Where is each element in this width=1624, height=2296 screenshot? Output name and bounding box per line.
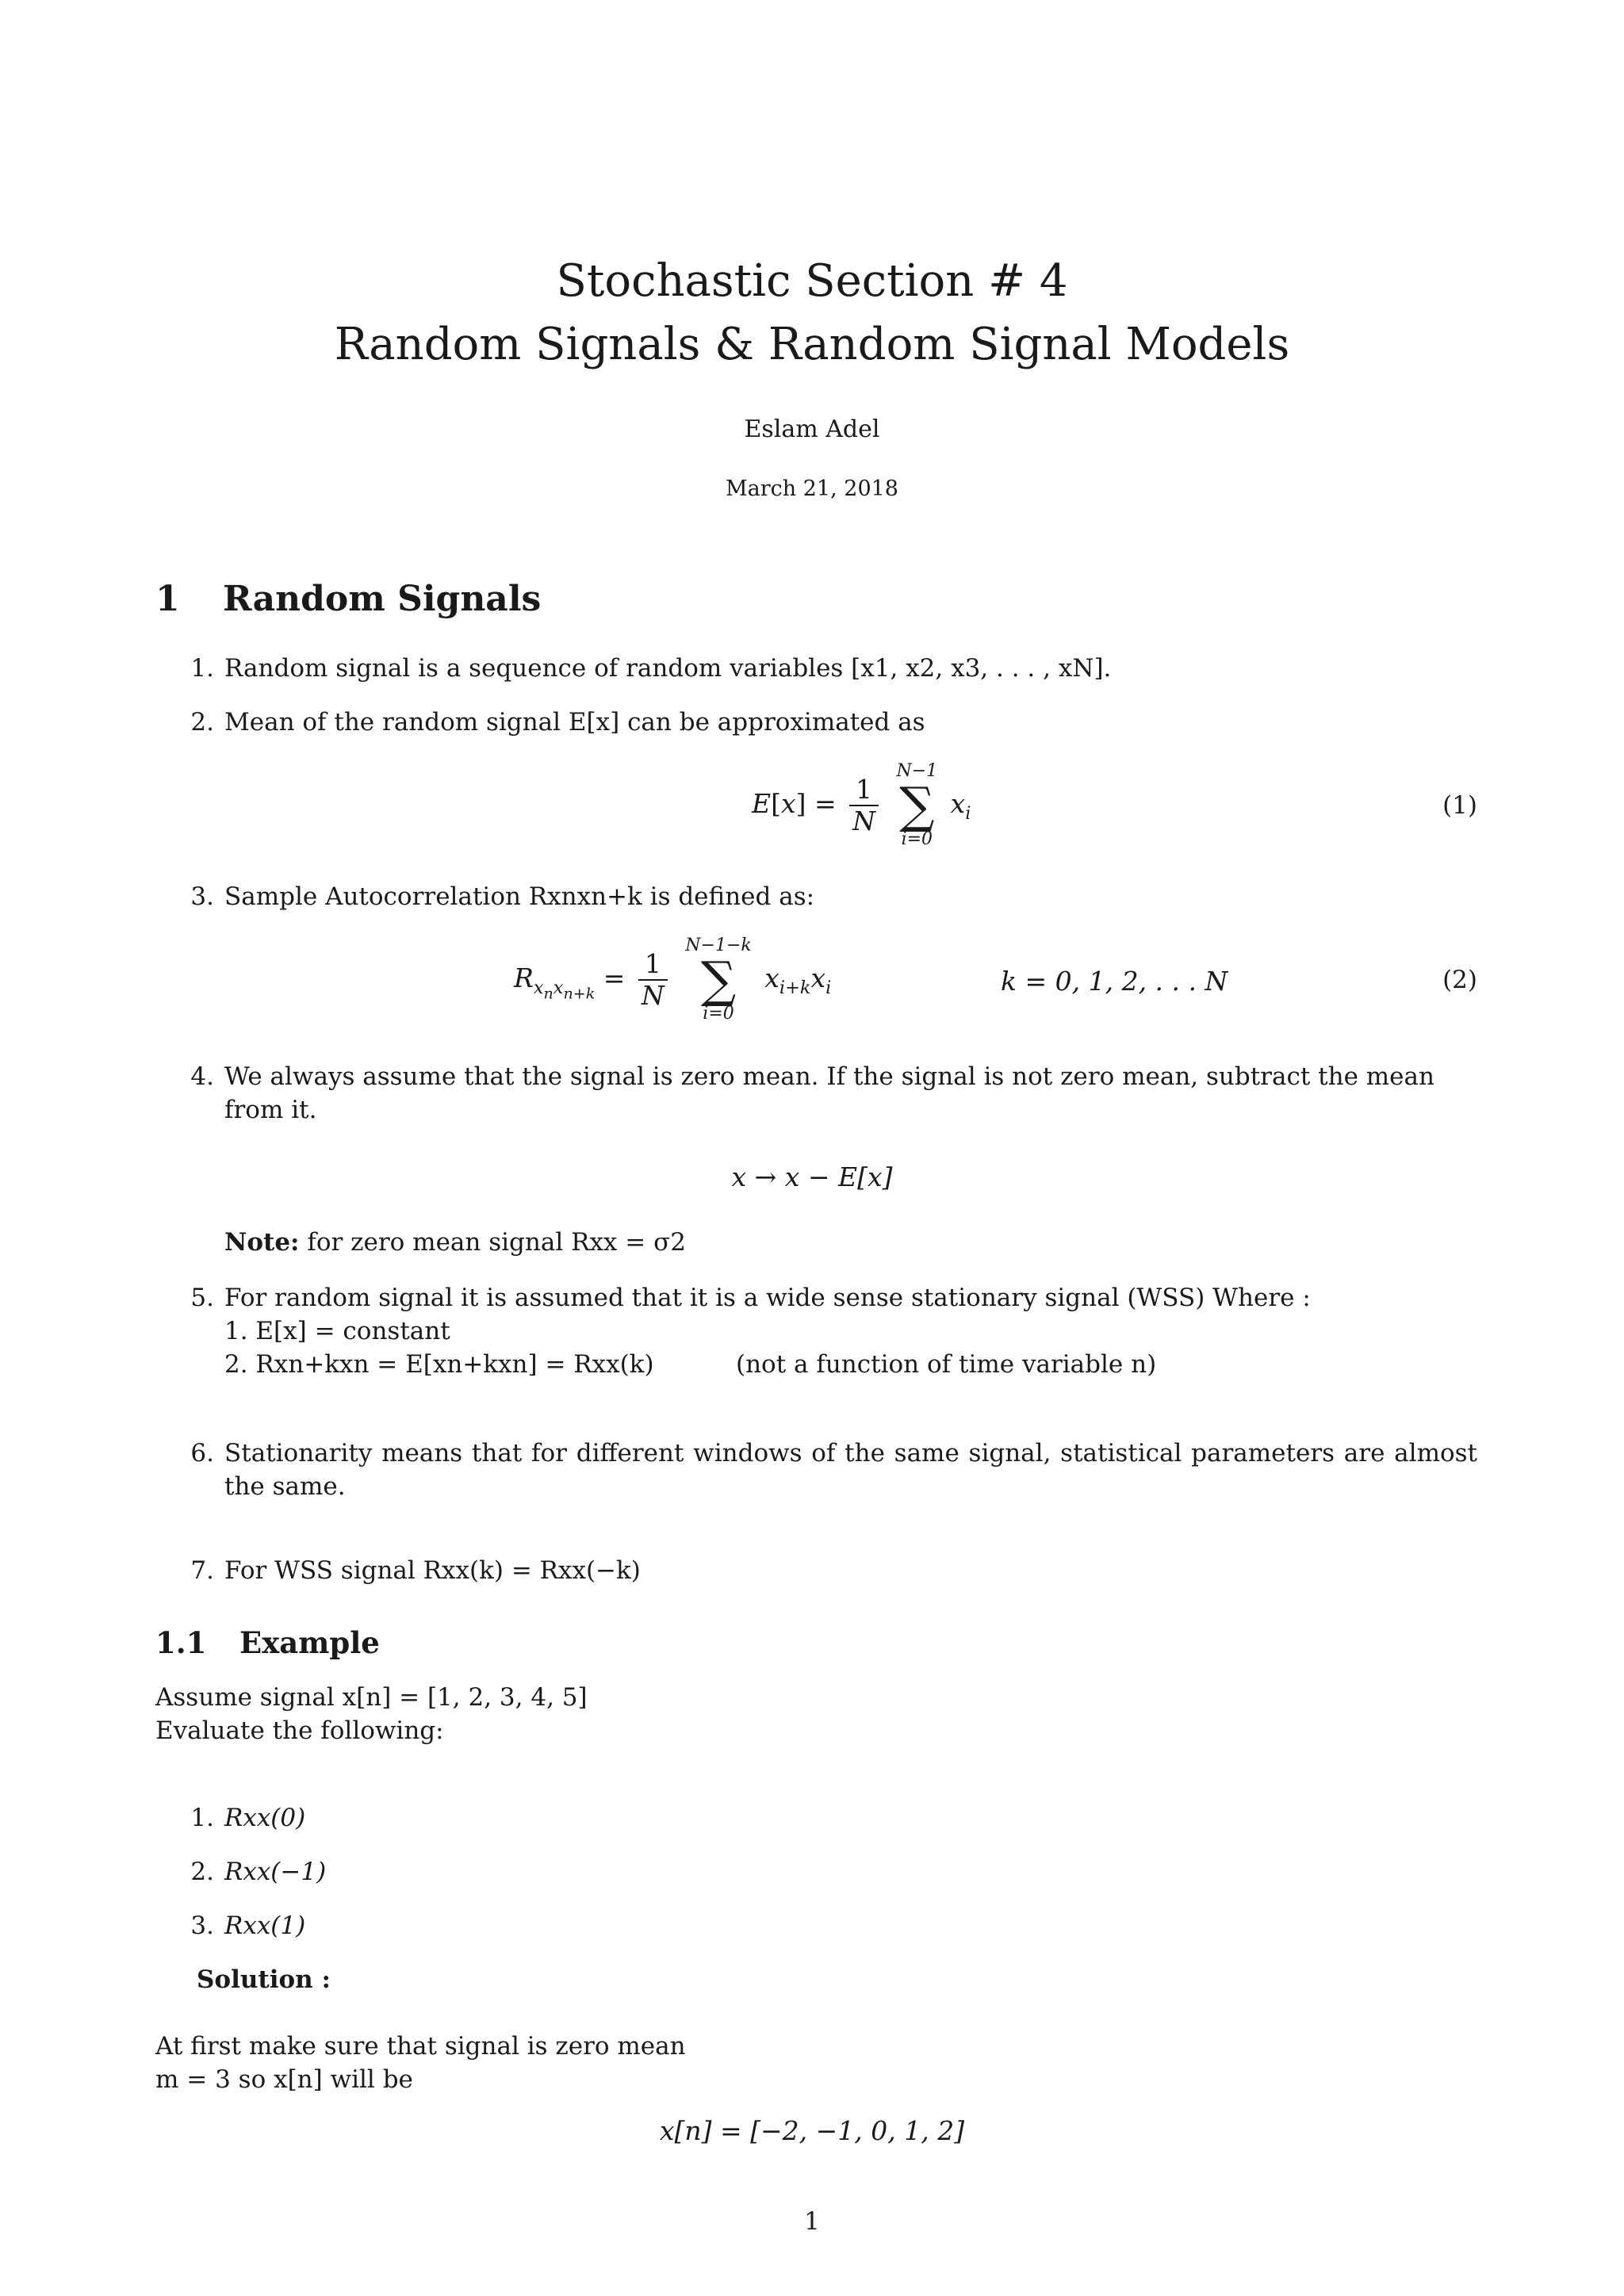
equation-number: (2) bbox=[1442, 966, 1477, 994]
example-assume: Assume signal x[n] = [1, 2, 3, 4, 5] bbox=[155, 1683, 588, 1712]
wss-condition-1: 1. E[x] = constant bbox=[224, 1317, 450, 1345]
note bbox=[224, 1226, 686, 1259]
doc-title-line2: Random Signals & Random Signal Models bbox=[334, 319, 1290, 370]
section-number: 1 bbox=[155, 579, 180, 619]
equation-autocorrelation: $R_{x_nx_{n+k}}$ = $\frac{1}{N}$ N−1−k ∑ i=0 $x_{i+k}x_i$ bbox=[514, 936, 832, 1024]
note-label: Note: bbox=[224, 1228, 300, 1257]
wss-condition-2: 2. Rxn+kxn = E[xn+kxn] = Rxx(k) bbox=[224, 1350, 654, 1379]
equation-number: (1) bbox=[1442, 791, 1477, 820]
example-evaluate: Evaluate the following: bbox=[155, 1716, 444, 1745]
page-number: 1 bbox=[804, 2207, 820, 2236]
solution-label: Solution : bbox=[197, 1965, 331, 1994]
item-number: 3. bbox=[190, 882, 214, 911]
task-text: Rxx(1) bbox=[224, 1911, 306, 1940]
item-number: 2. bbox=[190, 708, 214, 737]
date: March 21, 2018 bbox=[726, 476, 898, 501]
wss-condition-2-comment: (not a function of time variable n) bbox=[736, 1350, 1157, 1379]
equation-mean-subtraction: x → x − E[x] bbox=[731, 1161, 893, 1192]
doc-title-line1: Stochastic Section # 4 bbox=[556, 255, 1068, 307]
solution-line-1: At first make sure that signal is zero mean bbox=[155, 2032, 686, 2061]
solution-line-2: m = 3 so x[n] will be bbox=[155, 2065, 413, 2094]
item-3-text: Sample Autocorrelation Rxnxn+k is defined as: bbox=[224, 882, 815, 911]
task-text: Rxx(0) bbox=[224, 1804, 306, 1832]
subsection-number: 1.1 bbox=[155, 1625, 207, 1660]
equation-condition: k = 0, 1, 2, . . . N bbox=[1001, 966, 1228, 997]
task-text: Rxx(−1) bbox=[224, 1858, 327, 1886]
item-7-text: For WSS signal Rxx(k) = Rxx(−k) bbox=[224, 1556, 641, 1585]
item-number: 4. bbox=[190, 1062, 214, 1091]
item-1-text: Random signal is a sequence of random variables [x1, x2, x3, . . . , xN]. bbox=[224, 654, 1112, 683]
equation-mean: E[x] = $\frac{1}{N}$ N−1 ∑ i=0 $x_i$ bbox=[752, 761, 971, 849]
item-6-text: Stationarity means that for different windows of the same signal, statistical parameters are almost the same. bbox=[224, 1439, 1477, 1501]
item-number: 1. bbox=[190, 654, 214, 683]
author: Eslam Adel bbox=[744, 415, 880, 443]
item-number: 5. bbox=[190, 1284, 214, 1312]
equation-zero-mean-signal: x[n] = [−2, −1, 0, 1, 2] bbox=[659, 2115, 965, 2146]
subsection-heading: Example bbox=[239, 1625, 380, 1660]
section-heading: Random Signals bbox=[223, 579, 542, 619]
item-5-text: For random signal it is assumed that it is a wide sense stationary signal (WSS) Where : bbox=[224, 1284, 1311, 1312]
task-number: 2. bbox=[190, 1858, 214, 1886]
item-number: 6. bbox=[190, 1439, 214, 1468]
note-text: for zero mean signal Rxx = σ2 bbox=[307, 1228, 686, 1257]
task-number: 3. bbox=[190, 1911, 214, 1940]
item-4-text: We always assume that the signal is zero mean. If the signal is not zero mean, subtract the mean from it. bbox=[224, 1062, 1434, 1124]
item-number: 7. bbox=[190, 1556, 214, 1585]
task-number: 1. bbox=[190, 1804, 214, 1832]
item-2-text: Mean of the random signal E[x] can be approximated as bbox=[224, 708, 925, 737]
